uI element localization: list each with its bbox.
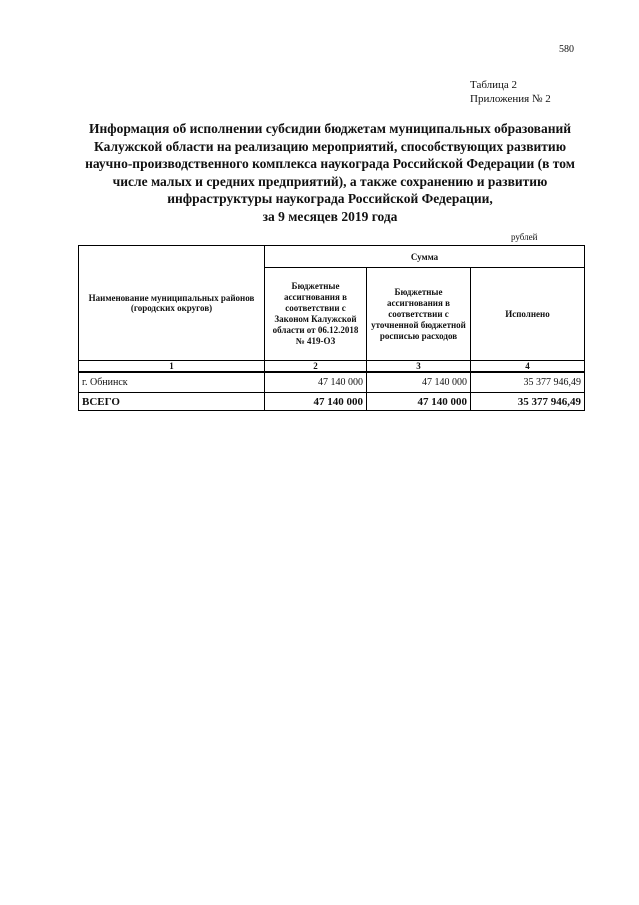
budget-allocation-value: 47 140 000 bbox=[367, 372, 471, 393]
column-number: 2 bbox=[265, 361, 367, 373]
table-label: Таблица 2 bbox=[470, 79, 518, 91]
municipality-name: г. Обнинск bbox=[79, 372, 265, 393]
column-number: 4 bbox=[471, 361, 585, 373]
executed-value: 35 377 946,49 bbox=[471, 372, 585, 393]
document-title bbox=[60, 120, 600, 225]
report-table bbox=[78, 245, 585, 411]
table-row bbox=[79, 372, 585, 393]
units-label: рублей bbox=[511, 232, 538, 242]
title-line-6: за 9 месяцев 2019 года bbox=[262, 208, 398, 224]
column-number: 1 bbox=[79, 361, 265, 373]
table-reference bbox=[470, 78, 551, 106]
executed-header: Исполнено bbox=[471, 268, 585, 361]
name-column-header: Наименование муниципальных районов (городских округов) bbox=[79, 246, 265, 361]
title-line-5: инфраструктуры наукограда Российской Федерации, bbox=[167, 191, 493, 206]
title-line-4: числе малых и средних предприятий), а также сохранению и развитию bbox=[112, 173, 548, 189]
total-label: ВСЕГО bbox=[79, 393, 265, 411]
header-row-1 bbox=[79, 246, 585, 268]
total-executed: 35 377 946,49 bbox=[471, 393, 585, 411]
law-allocation-value: 47 140 000 bbox=[265, 372, 367, 393]
total-row bbox=[79, 393, 585, 411]
column-number-row bbox=[79, 361, 585, 373]
law-allocation-header: Бюджетные ассигнования в соответствии с Законом Калужской области от 06.12.2018 № 419-ОЗ bbox=[265, 268, 367, 361]
page-number: 580 bbox=[559, 44, 574, 55]
total-law-allocation: 47 140 000 bbox=[265, 393, 367, 411]
column-number: 3 bbox=[367, 361, 471, 373]
total-budget-allocation: 47 140 000 bbox=[367, 393, 471, 411]
title-line-1: Информация об исполнении субсидии бюджетам муниципальных образований bbox=[88, 121, 572, 136]
title-line-3: научно-производственного комплекса наукограда Российской Федерации (в том bbox=[85, 156, 575, 171]
title-line-2: Калужской области на реализацию мероприятий, способствующих развитию bbox=[93, 138, 567, 154]
sum-header: Сумма bbox=[265, 246, 585, 268]
budget-allocation-header: Бюджетные ассигнования в соответствии с уточненной бюджетной росписью расходов bbox=[367, 268, 471, 361]
appendix-label: Приложения № 2 bbox=[470, 93, 551, 105]
